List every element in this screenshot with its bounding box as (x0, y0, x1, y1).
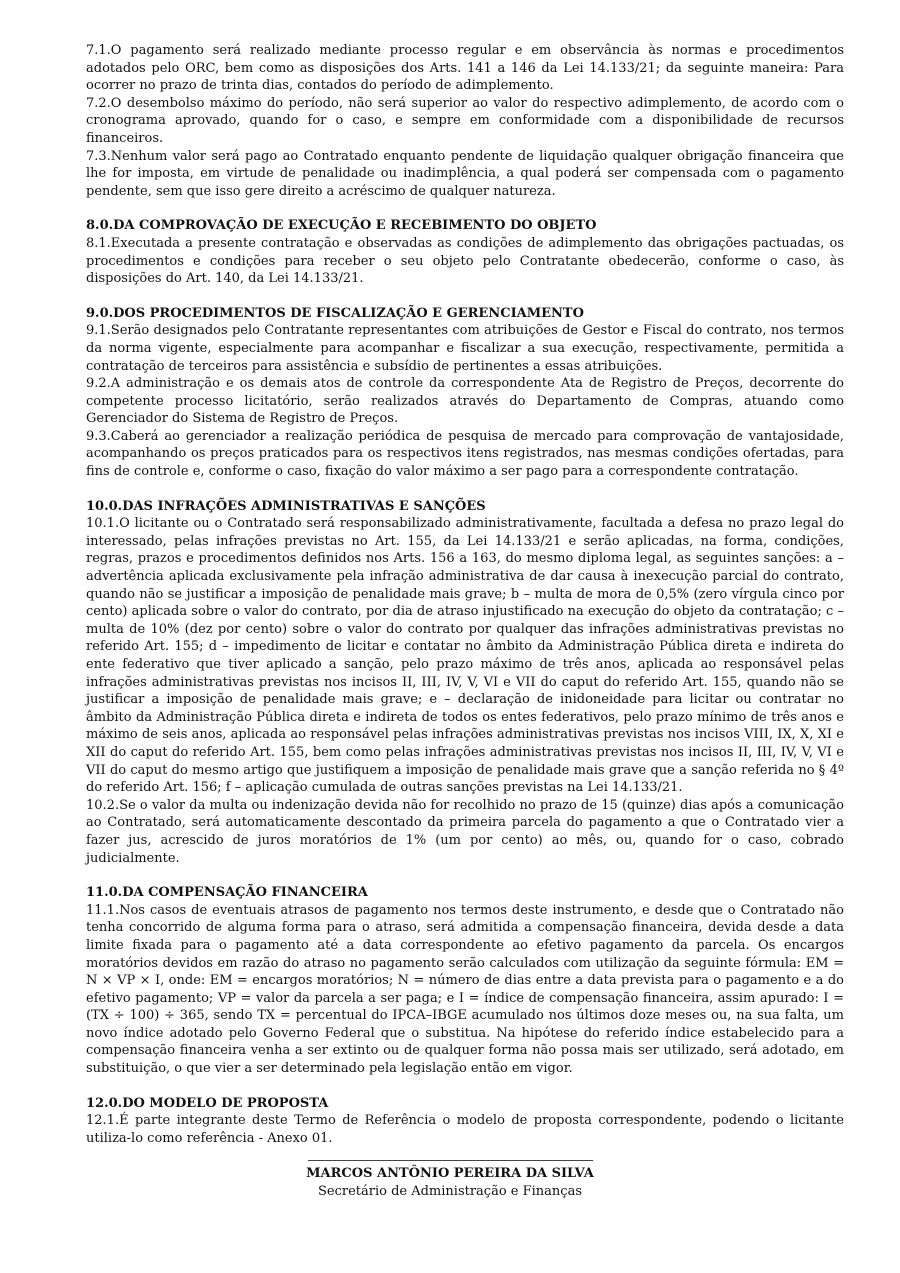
paragraph-7-1: 7.1.O pagamento será realizado mediante processo regular e em observância às normas e procedimentos adotados pelo ORC, bem como as disposições dos Arts. 141 a 146 da Lei 14.133/21; da seguinte maneira: Para ocorrer no prazo de trinta dias, contados do período de adimplemento. (86, 43, 844, 94)
paragraph-9-1: 9.1.Serão designados pelo Contratante representantes com atribuições de Gestor e Fiscal do contrato, nos termos da norma vigente, especialmente para acompanhar e fiscalizar a sua execução, respectivamente, permitida a contratação de terceiros para assistência e subsídio de pertinentes a essas atribuições. (86, 323, 844, 374)
paragraph-11-1: 11.1.Nos casos de eventuais atrasos de pagamento nos termos deste instrumento, e desde que o Contratado não tenha concorrido de alguma forma para o atraso, será admitida a compensação financeira, devida desde a data limite fixada para o pagamento até a data correspondente ao efetivo pagamento da parcela. Os encargos moratórios devidos em razão do atraso no pagamento serão calculados com utilização da seguinte fórmula: EM = N × VP × I, onde: EM = encargos moratórios; N = número de dias entre a data prevista para o pagamento e a do efetivo pagamento; VP = valor da parcela a ser paga; e I = índice de compensação financeira, assim apurado: I = (TX ÷ 100) ÷ 365, sendo TX = percentual do IPCA–IBGE acumulado nos últimos doze meses ou, na sua falta, um novo índice adotado pelo Governo Federal que o substitua. Na hipótese do referido índice estabelecido para a compensação financeira venha a ser extinto ou de qualquer forma não possa mais ser utilizado, será adotado, em substituição, o que vier a ser determinado pela legislação então em vigor. (86, 902, 844, 1077)
section-12 (86, 1095, 844, 1148)
section-10 (86, 498, 844, 867)
paragraph-10-1: 10.1.O licitante ou o Contratado será responsabilizado administrativamente, facultada a defesa no prazo legal do interessado, pelas infrações previstas no Art. 155, da Lei 14.133/21 e serão aplicadas, na forma, condições, regras, prazos e procedimentos definidos nos Arts. 156 a 163, do mesmo diploma legal, as seguintes sanções: a – advertência aplicada exclusivamente pela infração administrativa de dar causa à inexecução parcial do contrato, quando não se justificar a imposição de penalidade mais grave; b – multa de mora de 0,5% (zero vírgula cinco por cento) aplicada sobre o valor do contrato, por dia de atraso injustificado na execução do objeto da contratação; c – multa de 10% (dez por cento) sobre o valor do contrato por qualquer das infrações administrativas previstas no referido Art. 155; d – impedimento de licitar e contatar no âmbito da Administração Pública direta e indireta do ente federativo que tiver aplicado a sanção, pelo prazo máximo de três anos, aplicada ao responsável pelas infrações administrativas previstas nos incisos II, III, IV, V, VI e VII do caput do referido Art. 155, quando não se justificar a imposição de penalidade mais grave; e – declaração de inidoneidade para licitar ou contratar no âmbito da Administração Pública direta e indireta de todos os entes federativos, pelo prazo mínimo de três anos e máximo de seis anos, aplicada ao responsável pelas infrações administrativas previstas nos incisos VIII, IX, X, XI e XII do caput do referido Art. 155, bem como pelas infrações administrativas previstas nos incisos II, III, IV, V, VI e VII do caput do mesmo artigo que justifiquem a imposição de penalidade mais grave que a sanção referida no § 4º do referido Art. 156; f – aplicação cumulada de outras sanções previstas na Lei 14.133/21. (86, 516, 844, 796)
signatory-role: Secretário de Administração e Finanças (317, 1183, 583, 1199)
paragraph-12-1: 12.1.É parte integrante deste Termo de Referência o modelo de proposta correspondente, podendo o licitante utiliza-lo como referência - Anexo 01. (86, 1113, 844, 1146)
section-heading: 10.0.DAS INFRAÇÕES ADMINISTRATIVAS E SANÇÕES (86, 498, 486, 514)
signature-line (308, 1160, 593, 1161)
signature-block (0, 1160, 900, 1200)
section-heading: 9.0.DOS PROCEDIMENTOS DE FISCALIZAÇÃO E GERENCIAMENTO (86, 305, 584, 321)
section-11 (86, 884, 844, 1078)
section-heading: 8.0.DA COMPROVAÇÃO DE EXECUÇÃO E RECEBIMENTO DO OBJETO (86, 218, 597, 234)
paragraph-10-2: 10.2.Se o valor da multa ou indenização devida não for recolhido no prazo de 15 (quinze) dias após a comunicação ao Contratado, será automaticamente descontado da primeira parcela do pagamento a que o Contratado vier a fazer jus, acrescido de juros moratórios de 1% (um por cento) ao mês, ou, quando for o caso, cobrado judicialmente. (86, 797, 844, 866)
paragraph-8-1: 8.1.Executada a presente contratação e observadas as condições de adimplemento das obrigações pactuadas, os procedimentos e condições para receber o seu objeto pelo Contratante obedecerão, conforme o caso, às disposições do Art. 140, da Lei 14.133/21. (86, 235, 844, 287)
section-heading: 11.0.DA COMPENSAÇÃO FINANCEIRA (86, 885, 368, 901)
signatory-name: MARCOS ANTÔNIO PEREIRA DA SILVA (306, 1166, 594, 1181)
section-heading: 12.0.DO MODELO DE PROPOSTA (86, 1095, 329, 1111)
section-8 (86, 217, 844, 287)
paragraph-7-2: 7.2.O desembolso máximo do período, não será superior ao valor do respectivo adimplemento, de acordo com o cronograma aprovado, quando for o caso, e sempre em conformidade com a disponibilidade de recursos financeiros. (86, 95, 844, 146)
paragraph-9-2: 9.2.A administração e os demais atos de controle da correspondente Ata de Registro de Preços, decorrente do competente processo licitatório, serão realizados através do Departamento de Compras, atuando como Gerenciador do Sistema de Registro de Preços. (86, 376, 844, 427)
section-9 (86, 305, 844, 481)
paragraph-7-3: 7.3.Nenhum valor será pago ao Contratado enquanto pendente de liquidação qualquer obrigação financeira que lhe for imposta, em virtude de penalidade ou inadimplência, a qual poderá ser compensada com o pagamento pendente, sem que isso gere direito a acréscimo de qualquer natureza. (86, 148, 844, 199)
section-7-continuation (86, 42, 844, 200)
paragraph-9-3: 9.3.Caberá ao gerenciador a realização periódica de pesquisa de mercado para comprovação de vantajosidade, acompanhando os preços praticados para os respectivos itens registrados, nas mesmas condições ofertadas, para fins de controle e, conforme o caso, fixação do valor máximo a ser pago para a correspondente contratação. (86, 428, 844, 480)
